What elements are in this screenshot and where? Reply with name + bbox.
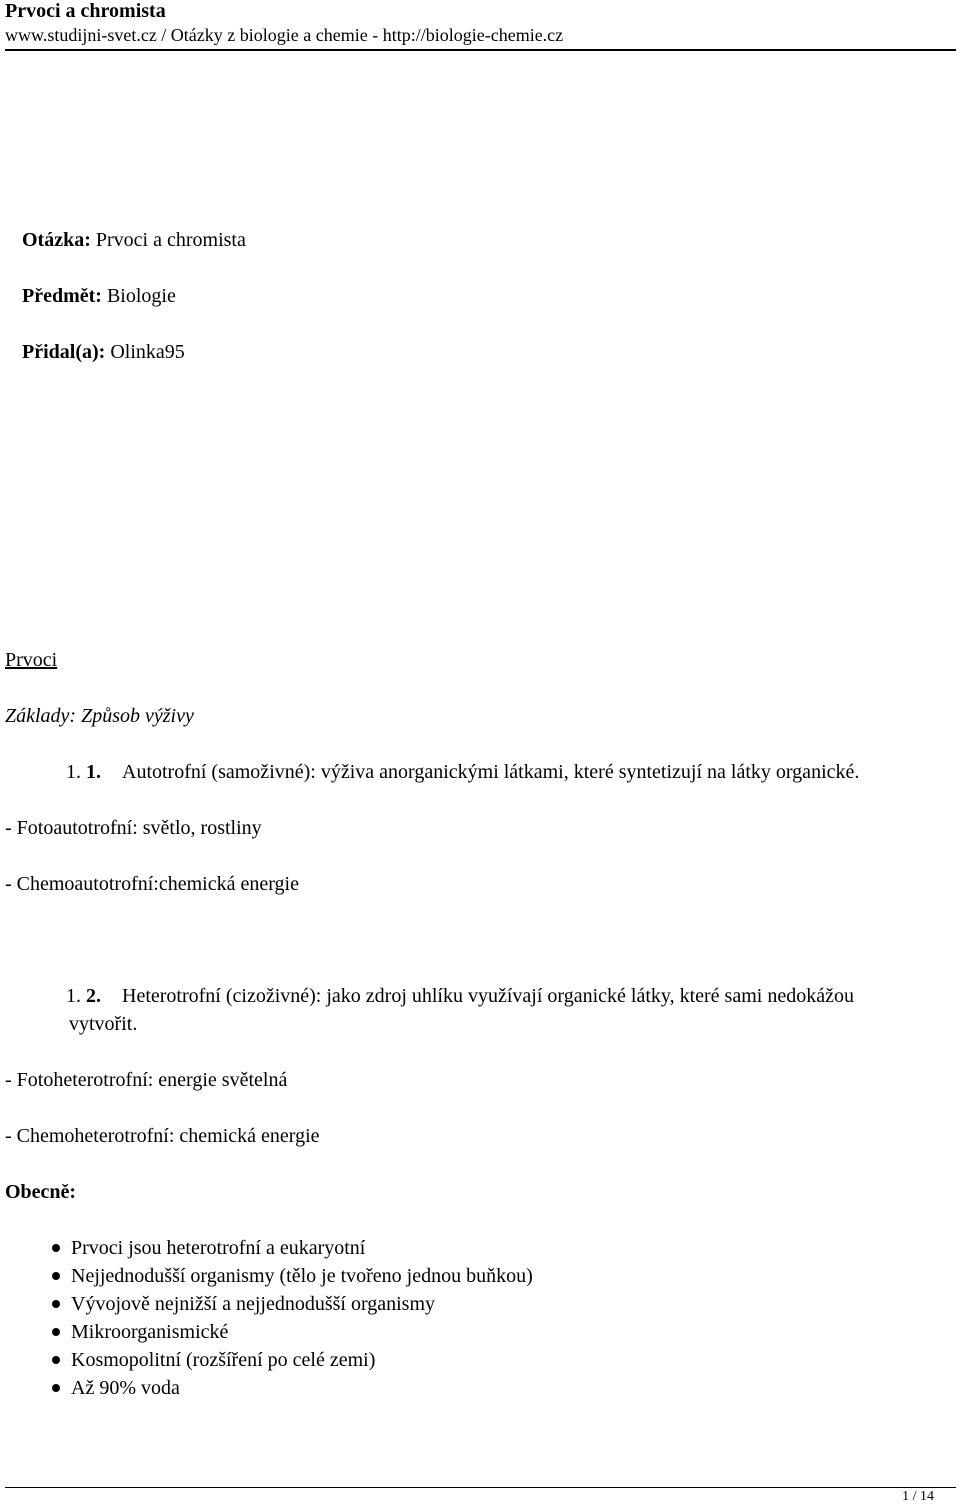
meta-author [22, 340, 185, 364]
page-header-title: Prvoci a chromista [5, 0, 166, 22]
footer-divider [5, 1487, 956, 1488]
meta-question-value: Prvoci a chromista [90, 229, 246, 251]
item2-number [66, 984, 101, 1008]
page-indicator: 1 / 14 [902, 1489, 934, 1504]
section-title: Prvoci [5, 649, 58, 671]
general-heading: Obecně: [5, 1181, 77, 1203]
meta-question-label: Otázka: [22, 229, 91, 251]
list-item [0, 1374, 533, 1402]
list-item-text: Vývojově nejnižší a nejjednodušší organismy [71, 1293, 436, 1315]
item1-num-b: 1. [86, 761, 101, 783]
list-item-text: Kosmopolitní (rozšíření po celé zemi) [71, 1349, 376, 1371]
meta-author-label: Přidal(a): [22, 341, 106, 363]
item1-sub2: - Chemoautotrofní:chemická energie [5, 873, 299, 895]
bullet-dot-icon [52, 1244, 60, 1252]
item2-text-line1: Heterotrofní (cizoživné): jako zdroj uhlíku využívají organické látky, které sami nedokážou [122, 985, 854, 1007]
meta-subject [22, 284, 176, 308]
item2-sub1: - Fotoheterotrofní: energie světelná [5, 1069, 288, 1091]
list-item [0, 1346, 533, 1374]
list-item [0, 1318, 533, 1346]
item1-num-a: 1. [66, 761, 81, 783]
list-item-text: Prvoci jsou heterotrofní a eukaryotní [71, 1237, 366, 1259]
list-item-text: Až 90% voda [71, 1377, 180, 1399]
list-item [0, 1290, 533, 1318]
item1-text: Autotrofní (samoživné): výživa anorganickými látkami, které syntetizují na látky organické. [122, 761, 860, 783]
meta-author-value: Olinka95 [105, 341, 185, 363]
meta-question [22, 228, 246, 252]
list-item-text: Nejjednodušší organismy (tělo je tvořeno jednou buňkou) [71, 1265, 533, 1287]
bullet-dot-icon [52, 1328, 60, 1336]
bullet-dot-icon [52, 1356, 60, 1364]
meta-subject-value: Biologie [101, 285, 176, 307]
item2-num-a: 1. [66, 985, 81, 1007]
item1-number [66, 760, 101, 784]
header-divider [5, 49, 956, 51]
section-subtitle: Základy: Způsob výživy [5, 705, 194, 727]
bullet-dot-icon [52, 1384, 60, 1392]
item1-sub1: - Fotoautotrofní: světlo, rostliny [5, 817, 262, 839]
list-item [0, 1262, 533, 1290]
page-header-url: www.studijni-svet.cz / Otázky z biologie a chemie - http://biologie-chemie.cz [5, 25, 564, 45]
general-bullet-list [0, 1234, 533, 1402]
bullet-dot-icon [52, 1300, 60, 1308]
item2-sub2: - Chemoheterotrofní: chemická energie [5, 1125, 320, 1147]
item2-text-line2: vytvořit. [69, 1013, 138, 1035]
list-item [0, 1234, 533, 1262]
bullet-dot-icon [52, 1272, 60, 1280]
item2-num-b: 2. [86, 985, 101, 1007]
meta-subject-label: Předmět: [22, 285, 102, 307]
list-item-text: Mikroorganismické [71, 1321, 229, 1343]
